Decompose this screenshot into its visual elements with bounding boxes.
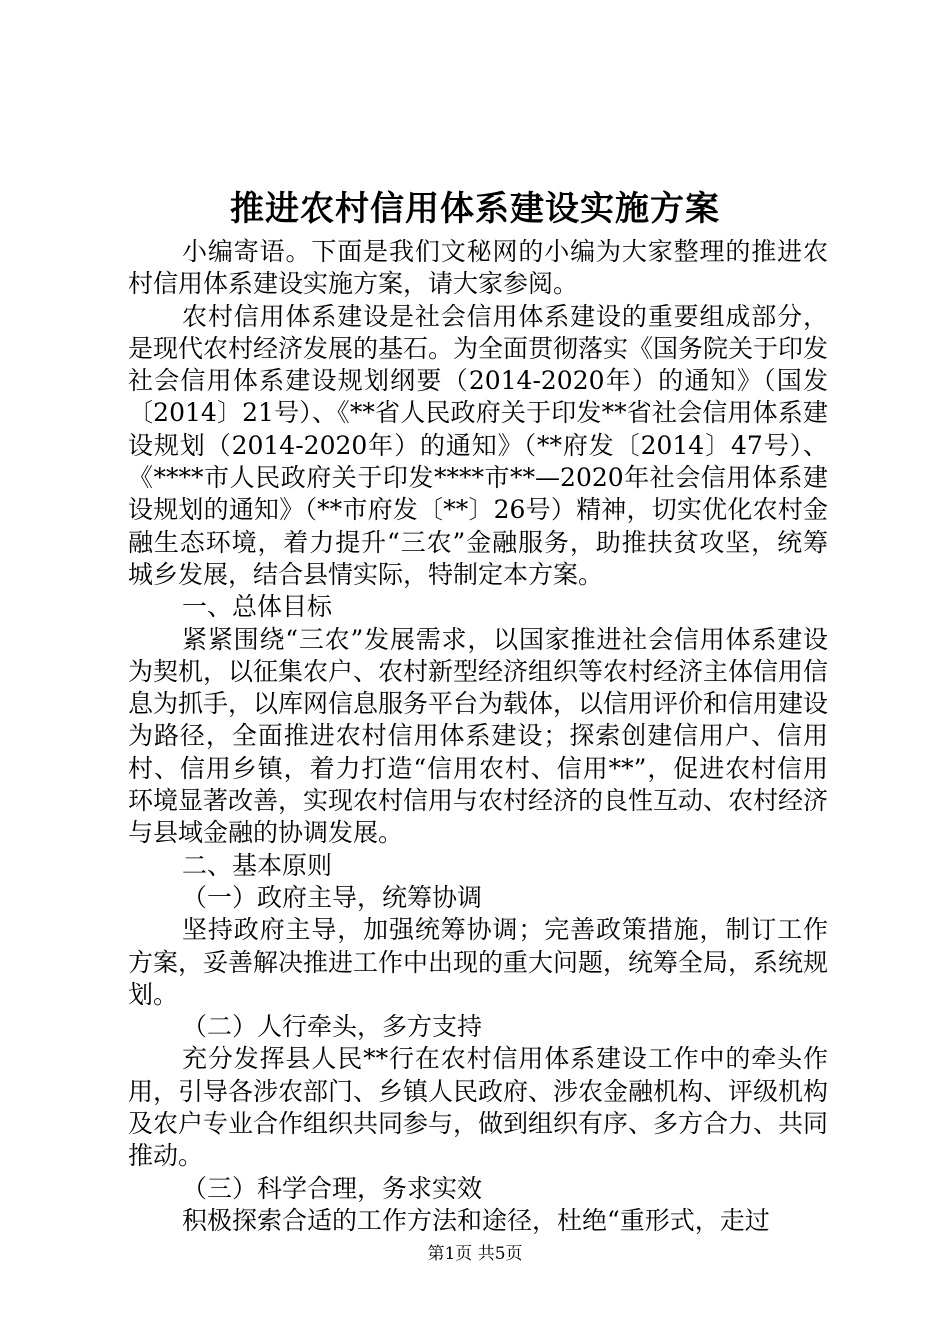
- paragraph-intro: 小编寄语。下面是我们文秘网的小编为大家整理的推进农村信用体系建设实施方案，请大家参阅。: [128, 237, 828, 299]
- page-footer: 第1页 共5页: [427, 1244, 523, 1264]
- paragraph-background: 农村信用体系建设是社会信用体系建设的重要组成部分，是现代农村经济发展的基石。为全面贯彻落实《国务院关于印发社会信用体系建设规划纲要（2014-2020年）的通知》（国发〔2014〕21号）、《**省人民政府关于印发**省社会信用体系建设规划（2014-2020年）的通知》（**府发〔2014〕47号）、《****市人民政府关于印发****市**—2020年社会信用体系建设规划的通知》（**市府发〔**〕26号）精神，切实优化农村金融生态环境，着力提升“三农”金融服务，助推扶贫攻坚，统筹城乡发展，结合县情实际，特制定本方案。: [128, 301, 829, 589]
- document-title: 推进农村信用体系建设实施方案: [230, 189, 720, 229]
- paragraph-overall-goal: 紧紧围绕“三农”发展需求，以国家推进社会信用体系建设为契机，以征集农户、农村新型经济组织等农村经济主体信用信息为抓手，以库网信息服务平台为载体，以信用评价和信用建设为路径，全面推进农村信用体系建设；探索创建信用户、信用村、信用乡镇，着力打造“信用农村、信用**”，促进农村信用环境显著改善，实现农村信用与农村经济的良性互动、农村经济与县域金融的协调发展。: [128, 624, 829, 848]
- paragraph-principle-3: 积极探索合适的工作方法和途径，杜绝“重形式，走过: [182, 1205, 770, 1235]
- paragraph-principle-2: 充分发挥县人民**行在农村信用体系建设工作中的牵头作用，引导各涉农部门、乡镇人民政府、涉农金融机构、评级机构及农户专业合作组织共同参与，做到组织有序、多方合力、共同推动。: [128, 1044, 829, 1171]
- section-heading-overall-goal: 一、总体目标: [182, 592, 333, 622]
- document-body: [128, 236, 828, 1237]
- subheading-principle-3: （三）科学合理，务求实效: [182, 1173, 483, 1203]
- section-heading-basic-principles: 二、基本原则: [182, 850, 333, 880]
- paragraph-principle-1: 坚持政府主导，加强统筹协调；完善政策措施，制订工作方案，妥善解决推进工作中出现的重大问题，统筹全局，系统规划。: [128, 915, 829, 1009]
- subheading-principle-1: （一）政府主导，统筹协调: [182, 882, 483, 912]
- subheading-principle-2: （二）人行牵头，多方支持: [182, 1012, 483, 1042]
